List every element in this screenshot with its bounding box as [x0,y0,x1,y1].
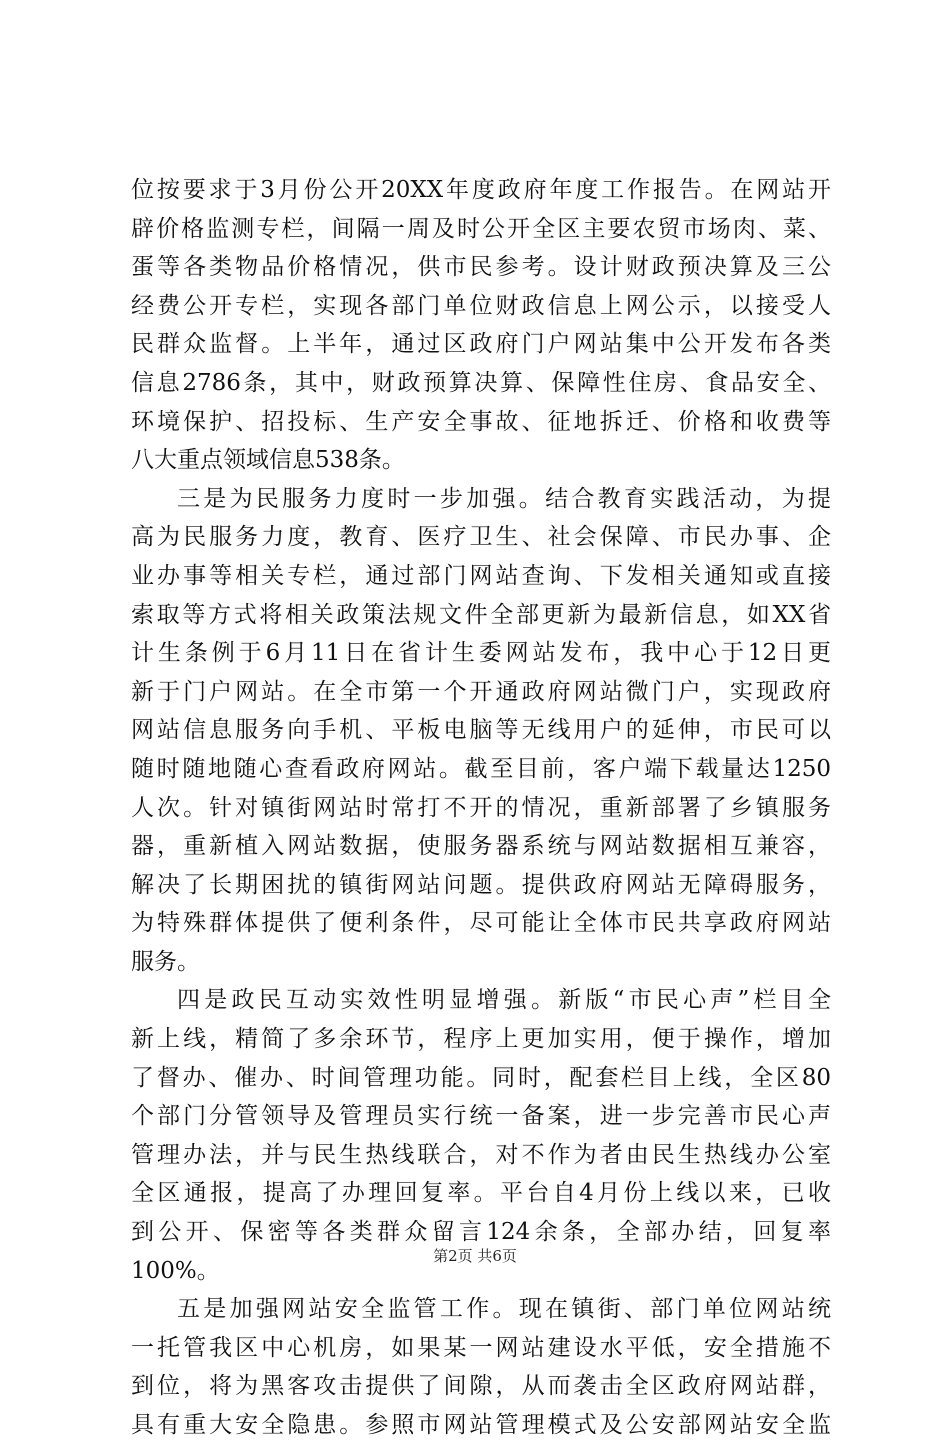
paragraph [131,981,831,1290]
text-line: 民群众监督。上半年，通过区政府门户网站集中公开发布各类 [131,331,831,358]
text-line: 100%。 [131,1257,220,1284]
text-line: 业办事等相关专栏，通过部门网站查询、下发相关通知或直接 [131,562,831,589]
text-line: 具有重大安全隐患。参照市网站管理模式及公安部网站安全监 [131,1412,831,1438]
text-line: 八大重点领域信息538条。 [131,447,405,474]
text-line: 一托管我区中心机房，如果某一网站建设水平低，安全措施不 [131,1334,831,1361]
text-line: 管理办法，并与民生热线联合，对不作为者由民生热线办公室 [131,1141,831,1168]
text-line: 了督办、催办、时间管理功能。同时，配套栏目上线，全区80 [131,1064,831,1091]
text-line: 到公开、保密等各类群众留言124余条，全部办结，回复率 [131,1219,831,1246]
text-line: 到位，将为黑客攻击提供了间隙，从而袭击全区政府网站群， [131,1373,831,1400]
text-line: 五是加强网站安全监管工作。现在镇街、部门单位网站统 [177,1296,831,1323]
paragraph [131,480,831,982]
paragraph [131,171,831,480]
text-line: 辟价格监测专栏，间隔一周及时公开全区主要农贸市场肉、菜、 [131,215,831,242]
text-line: 网站信息服务向手机、平板电脑等无线用户的延伸，市民可以 [131,717,831,744]
text-line: 蛋等各类物品价格情况，供市民参考。设计财政预决算及三公 [131,254,831,281]
text-line: 新于门户网站。在全市第一个开通政府网站微门户，实现政府 [131,678,831,705]
paragraph [131,1290,831,1444]
text-line: 计生条例于6月11日在省计生委网站发布，我中心于12日更 [131,640,831,667]
text-line: 全区通报，提高了办理回复率。平台自4月份上线以来，已收 [131,1180,831,1207]
text-line: 高为民服务力度，教育、医疗卫生、社会保障、市民办事、企 [131,524,831,551]
text-line: 四是政民互动实效性明显增强。新版“市民心声”栏目全 [177,987,831,1014]
text-line: 人次。针对镇街网站时常打不开的情况，重新部署了乡镇服务 [131,794,831,821]
page-footer: 第2页 共6页 [433,1247,517,1265]
text-line: 索取等方式将相关政策法规文件全部更新为最新信息，如XX省 [131,601,831,628]
text-line: 个部门分管领导及管理员实行统一备案，进一步完善市民心声 [131,1103,831,1130]
text-line: 经费公开专栏，实现各部门单位财政信息上网公示，以接受人 [131,292,831,319]
text-line: 随时随地随心查看政府网站。截至目前，客户端下载量达1250 [131,755,831,782]
text-line: 新上线，精简了多余环节，程序上更加实用，便于操作，增加 [131,1026,831,1053]
text-line: 环境保护、招投标、生产安全事故、征地拆迁、价格和收费等 [131,408,831,435]
text-line: 信息2786条，其中，财政预算决算、保障性住房、食品安全、 [131,369,831,396]
text-line: 为特殊群体提供了便利条件，尽可能让全体市民共享政府网站 [131,910,831,937]
text-line: 解决了长期困扰的镇街网站问题。提供政府网站无障碍服务， [131,871,831,898]
text-line: 三是为民服务力度时一步加强。结合教育实践活动，为提 [177,485,831,512]
text-line: 服务。 [131,948,200,975]
text-line: 位按要求于3月份公开20XX年度政府年度工作报告。在网站开 [131,177,831,203]
text-line: 器，重新植入网站数据，使服务器系统与网站数据相互兼容， [131,833,831,860]
